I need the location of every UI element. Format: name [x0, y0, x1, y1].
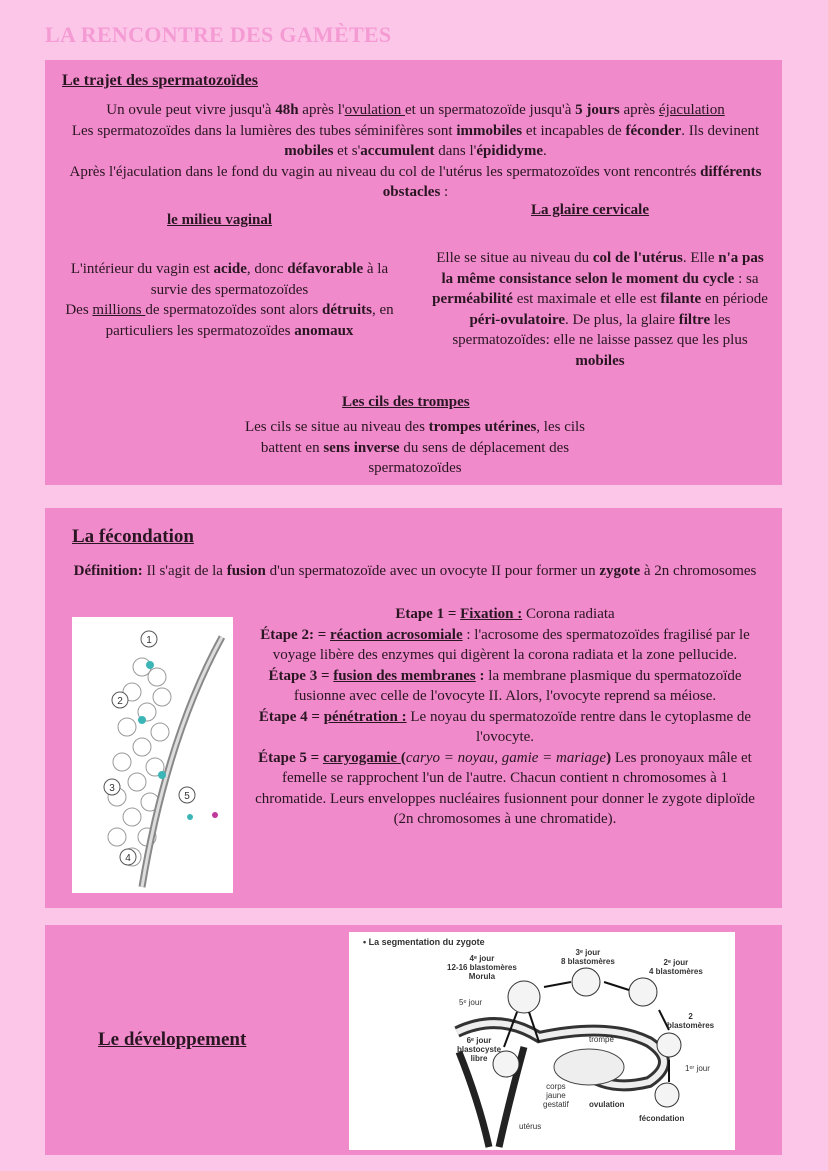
text-segment: zygote	[599, 563, 641, 579]
text-segment: trompes utérines	[428, 419, 537, 435]
text-segment: col de l'utérus	[592, 250, 683, 266]
text-segment: . Ils devinent	[681, 122, 760, 139]
text-segment: Le noyau du spermatozoïde rentre dans le cytoplasme de l'ovocyte.	[406, 708, 752, 745]
text-segment: fusion	[226, 563, 266, 579]
text-segment: , les cils battent en	[260, 419, 586, 456]
paragraph	[70, 561, 760, 582]
text-segment: Corona radiata	[522, 606, 615, 622]
text-segment: :	[440, 184, 449, 200]
fertilization-diagram	[72, 617, 233, 893]
cils-text	[225, 417, 605, 479]
text-segment: éjaculation	[658, 102, 725, 118]
page-title: LA RENCONTRE DES GAMÈTES	[45, 22, 392, 47]
text-segment: en période	[701, 291, 768, 307]
label-fecondation: fécondation	[639, 1114, 685, 1123]
text-segment: millions	[92, 302, 146, 318]
segmentation-figure	[349, 932, 735, 1150]
text-segment: caryo = noyau, gamie = mariage	[405, 749, 607, 766]
figure-title: • La segmentation du zygote	[363, 937, 485, 947]
text-segment: Etape 1 =	[395, 606, 461, 622]
text-segment: n'a pas la même consistance selon le moment du cycle	[441, 250, 764, 287]
label-4-blastomeres: 2ᵉ jour 4 blastomères	[649, 958, 703, 976]
heading-developpement: Le développement	[98, 1029, 247, 1050]
text-segment: et un spermatozoïde jusqu'à	[405, 102, 576, 118]
text-segment: L'intérieur du vagin est	[70, 261, 214, 277]
paragraph	[225, 417, 605, 479]
panel-developpement	[45, 925, 782, 1155]
text-segment: filtre	[678, 311, 711, 328]
paragraph	[53, 162, 778, 203]
text-segment: Il s'agit de la	[142, 563, 227, 579]
definition-text	[70, 561, 760, 582]
text-segment: : sa	[734, 270, 759, 287]
text-segment: :	[475, 667, 489, 684]
heading-fecondation: La fécondation	[72, 526, 194, 547]
text-segment: péri-ovulatoire	[469, 311, 566, 328]
heading-glaire: La glaire cervicale	[531, 202, 650, 218]
label-ovulation: ovulation	[589, 1100, 625, 1109]
figure-number: 1	[146, 635, 152, 646]
text-segment: dans l'	[434, 143, 477, 159]
text-segment: Étape 5 =	[258, 749, 323, 766]
figure-number: 4	[125, 853, 131, 864]
text-segment: après	[619, 102, 659, 118]
text-segment: immobiles	[456, 122, 523, 139]
figure-number: 5	[184, 791, 190, 802]
text-segment: différents obstacles	[382, 163, 762, 200]
text-segment: Les spermatozoïdes dans la lumières des tubes séminifères sont	[71, 122, 457, 139]
paragraph	[255, 625, 755, 666]
text-segment: Des	[65, 302, 93, 318]
text-segment: féconder	[625, 122, 682, 139]
heading-cils: Les cils des trompes	[342, 394, 470, 410]
text-segment: , donc	[246, 261, 288, 277]
text-segment: acide	[213, 261, 247, 277]
label-uterus: utérus	[519, 1122, 542, 1131]
text-segment: .	[543, 143, 547, 159]
trajet-intro	[53, 100, 778, 203]
text-segment: après l'	[298, 102, 345, 118]
text-segment: Étape 4 =	[258, 708, 324, 725]
text-segment: (	[400, 749, 406, 766]
text-segment: est maximale et elle est	[512, 291, 661, 307]
text-segment: . Elle	[682, 250, 719, 266]
text-segment: à 2n chromosomes	[640, 563, 757, 579]
paragraph	[255, 748, 755, 830]
label-5e-jour: 5ᵉ jour	[459, 998, 482, 1007]
text-segment: Étape 3 =	[268, 667, 334, 684]
text-segment: détruits	[321, 302, 372, 318]
heading-trajet: Le trajet des spermatozoïdes	[62, 72, 258, 89]
paragraph	[53, 121, 778, 162]
text-segment: et incapables de	[522, 122, 626, 139]
text-segment: Définition:	[73, 563, 143, 579]
paragraph	[57, 300, 402, 341]
glaire-text	[430, 248, 770, 371]
text-segment: à la survie des spermatozoïdes	[150, 261, 389, 298]
text-segment: sens inverse	[323, 439, 400, 456]
text-segment: 5 jours	[575, 102, 620, 118]
paragraph	[57, 259, 402, 300]
text-segment: anomaux	[294, 322, 354, 339]
label-trompe: trompe	[589, 1035, 614, 1044]
paragraph	[430, 248, 770, 371]
paragraph	[255, 604, 755, 625]
text-segment: Les cils se situe au niveau des	[244, 419, 429, 435]
figure-number: 2	[117, 696, 123, 707]
text-segment: Elle se situe au niveau du	[436, 250, 593, 266]
fecondation-figure	[72, 617, 233, 893]
text-segment: mobiles	[575, 352, 625, 369]
heading-vaginal: le milieu vaginal	[167, 212, 272, 228]
label-8-blastomeres: 3ᵉ jour 8 blastomères	[561, 948, 615, 966]
label-corps-jaune: corps jaune gestatif	[543, 1082, 569, 1109]
text-segment: perméabilité	[432, 291, 513, 307]
panel-trajet	[45, 60, 782, 485]
text-segment: et s'	[333, 143, 361, 159]
text-segment: filante	[660, 291, 702, 307]
text-segment: 48h	[275, 102, 299, 118]
paragraph	[53, 100, 778, 121]
vaginal-text	[57, 259, 402, 341]
text-segment: Fixation :	[460, 606, 523, 622]
text-segment: . De plus, la glaire	[565, 311, 679, 328]
text-segment: pénétration :	[323, 708, 407, 725]
label-morula: 4ᵉ jour 12-16 blastomères Morula	[447, 954, 517, 981]
text-segment: Les pronoyaux mâle et femelle se rapprochent l'un de l'autre. Chacun contient n chromosomes à 1 chromatide. Leurs enveloppes nucléaires fusionnent pour donner le zygote diploïde (2n chromosomes à une chromatide).	[255, 749, 755, 827]
panel-fecondation	[45, 508, 782, 908]
figure-number: 3	[109, 783, 115, 794]
text-segment: , en particuliers les spermatozoïdes	[105, 302, 394, 339]
text-segment: fusion des membranes	[333, 667, 476, 684]
text-segment: la membrane plasmique du spermatozoïde fusionne avec celle de l'ovocyte II. Alors, l'ovocyte reprend sa méiose.	[293, 667, 742, 704]
text-segment: : l'acrosome des spermatozoïdes fragilisé par le voyage libère des enzymes qui digèrent la corona radiata et la zone pellucide.	[272, 626, 750, 663]
text-segment: )	[606, 749, 612, 766]
text-segment: Après l'éjaculation dans le fond du vagin au niveau du col de l'utérus les spermatozoïdes vont rencontrés	[69, 163, 701, 180]
text-segment: caryogamie	[322, 749, 401, 766]
text-segment: les spermatozoïdes: elle ne laisse passez que les plus	[452, 311, 748, 348]
text-segment: défavorable	[287, 261, 364, 277]
text-segment: Un ovule peut vivre jusqu'à	[106, 102, 276, 118]
paragraph	[255, 666, 755, 707]
text-segment: épididyme	[476, 143, 544, 159]
label-1er-jour: 1ᵉʳ jour	[685, 1064, 710, 1073]
text-segment: du sens de déplacement des spermatozoïdes	[368, 439, 570, 476]
text-segment: d'un spermatozoïde avec un ovocyte II pour former un	[265, 563, 600, 579]
text-segment: accumulent	[360, 143, 435, 159]
text-segment: Étape 2: =	[260, 626, 330, 643]
label-2-blastomeres: 2 blastomères	[667, 1012, 715, 1030]
text-segment: mobiles	[284, 143, 334, 159]
text-segment: ovulation	[344, 102, 405, 118]
text-segment: de spermatozoïdes sont alors	[145, 302, 322, 318]
label-blastocyste: 6ᵉ jour blastocyste libre	[457, 1036, 502, 1063]
text-segment: réaction acrosomiale	[330, 626, 463, 643]
steps-text	[255, 604, 755, 830]
paragraph	[255, 707, 755, 748]
